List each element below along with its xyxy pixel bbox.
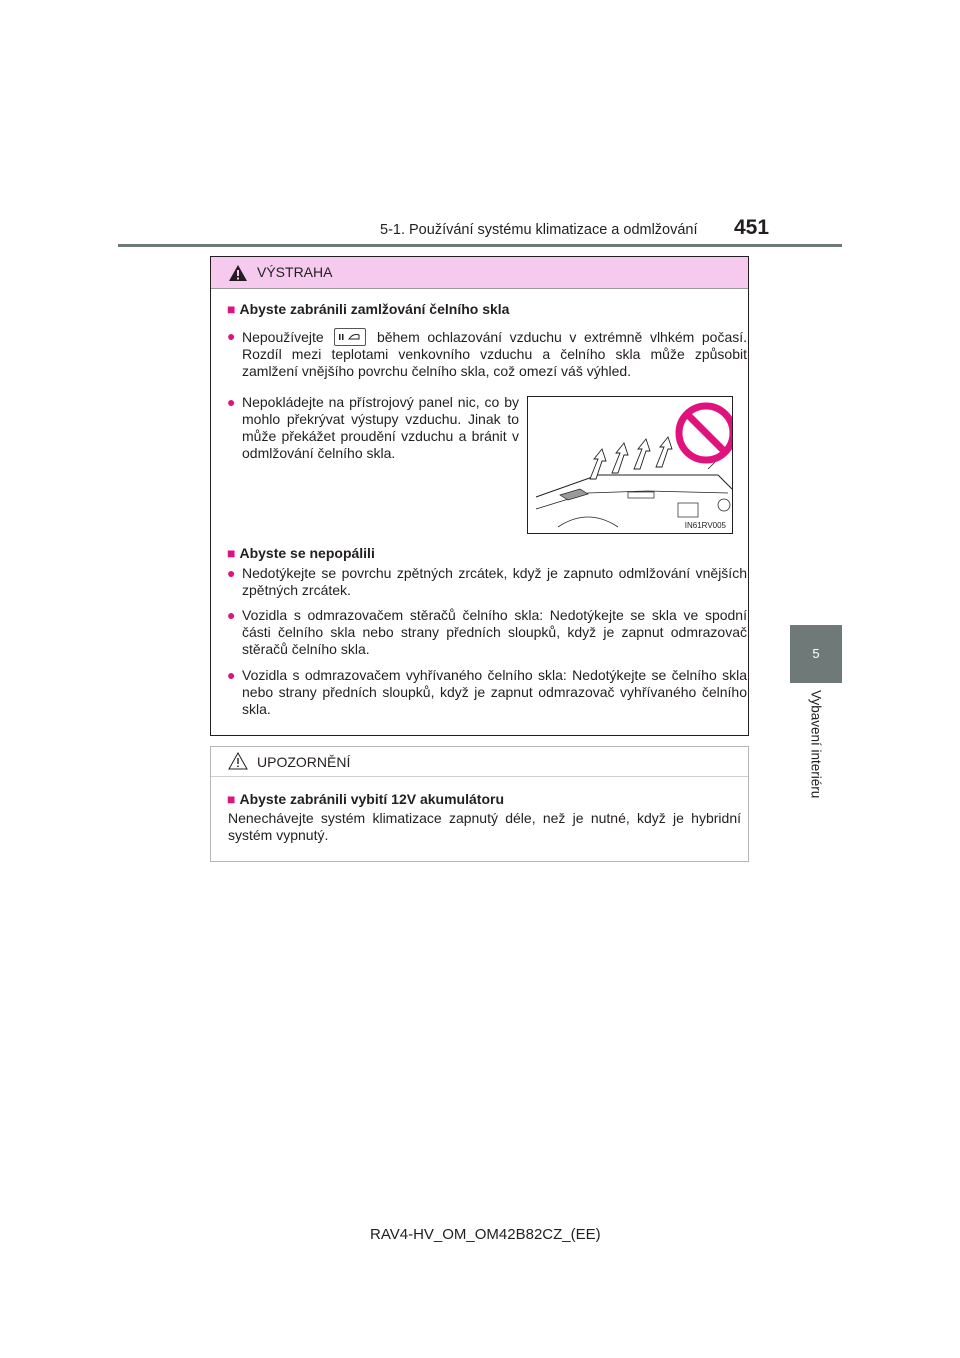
dashboard-drawing [528, 397, 732, 533]
prohibition-icon [679, 406, 732, 460]
bullet-dot-icon: ● [227, 328, 236, 344]
warning-box [210, 256, 749, 736]
caution-header [211, 747, 748, 777]
square-bullet-icon: ■ [227, 301, 236, 317]
chapter-label-text: Vybavení interiéru [808, 690, 824, 799]
bullet-text: Vozidla s odmrazovačem stěračů čelního skla: Nedotýkejte se skla ve spodní části čelního skla nebo strany předních sloupků, když je zapnut odmrazovač stěračů čelního skla. [242, 607, 747, 657]
caution-triangle-icon [228, 752, 248, 770]
bullet-text: Nepoužívejte [242, 329, 324, 345]
caution-body-text: Nenechávejte systém klimatizace zapnutý déle, než je nutné, když je hybridní systém vypnutý. [228, 810, 741, 843]
figure-code: IN61RV005 [684, 521, 726, 530]
warning-triangle-icon [228, 264, 248, 282]
section-heading-battery [227, 791, 504, 807]
section-heading-text: Abyste zabránili vybití 12V akumulátoru [239, 791, 504, 807]
page-number: 451 [734, 216, 770, 239]
bullet-text: Nedotýkejte se povrchu zpětných zrcátek, když je zapnuto odmlžování vnějších zpětných zrcátek. [242, 565, 747, 598]
bullet-dot-icon: ● [227, 394, 236, 410]
list-item [227, 667, 747, 718]
section-heading-text: Abyste zabránili zamlžování čelního skla [239, 301, 510, 317]
windshield-defogger-switch-icon [334, 328, 366, 346]
chapter-tab[interactable]: 5 [790, 625, 842, 683]
caution-heading: UPOZORNĚNÍ [257, 754, 351, 770]
list-item [227, 328, 747, 380]
section-heading-fogging [227, 301, 509, 317]
bullet-text: během ochlazování vzduchu v extrémně vlhkém počasí. Rozdíl mezi teplotami venkovního vzduchu a čelního skla může způsobit zamlžení vnějšího povrchu čelního skla, což omezí váš výhled. [242, 329, 748, 379]
list-item [227, 565, 747, 599]
bullet-dot-icon: ● [227, 667, 236, 683]
list-item [227, 394, 519, 462]
section-heading-text: Abyste se nepopálili [239, 545, 375, 561]
chapter-side-label [788, 690, 844, 820]
square-bullet-icon: ■ [227, 791, 236, 807]
section-title: 5-1. Používání systému klimatizace a odmlžování [380, 222, 698, 238]
warning-heading: VÝSTRAHA [257, 264, 333, 280]
dashboard-illustration [527, 396, 733, 534]
list-item [227, 607, 747, 658]
header-divider [118, 244, 842, 247]
warning-header [211, 257, 748, 289]
bullet-text: Vozidla s odmrazovačem vyhřívaného čelního skla: Nedotýkejte se čelního skla nebo strany předních sloupků, když je zapnut odmrazovač vyhřívaného čelního skla. [242, 667, 747, 717]
bullet-dot-icon: ● [227, 607, 236, 623]
bullet-dot-icon: ● [227, 565, 236, 581]
document-code: RAV4-HV_OM_OM42B82CZ_(EE) [370, 1226, 601, 1243]
bullet-text: Nepokládejte na přístrojový panel nic, co by mohlo překrývat výstupy vzduchu. Jinak to může překážet proudění vzduchu a bránit v odmlžování čelního skla. [242, 394, 519, 461]
caution-box [210, 746, 749, 862]
section-heading-burns [227, 545, 375, 561]
square-bullet-icon: ■ [227, 545, 236, 561]
